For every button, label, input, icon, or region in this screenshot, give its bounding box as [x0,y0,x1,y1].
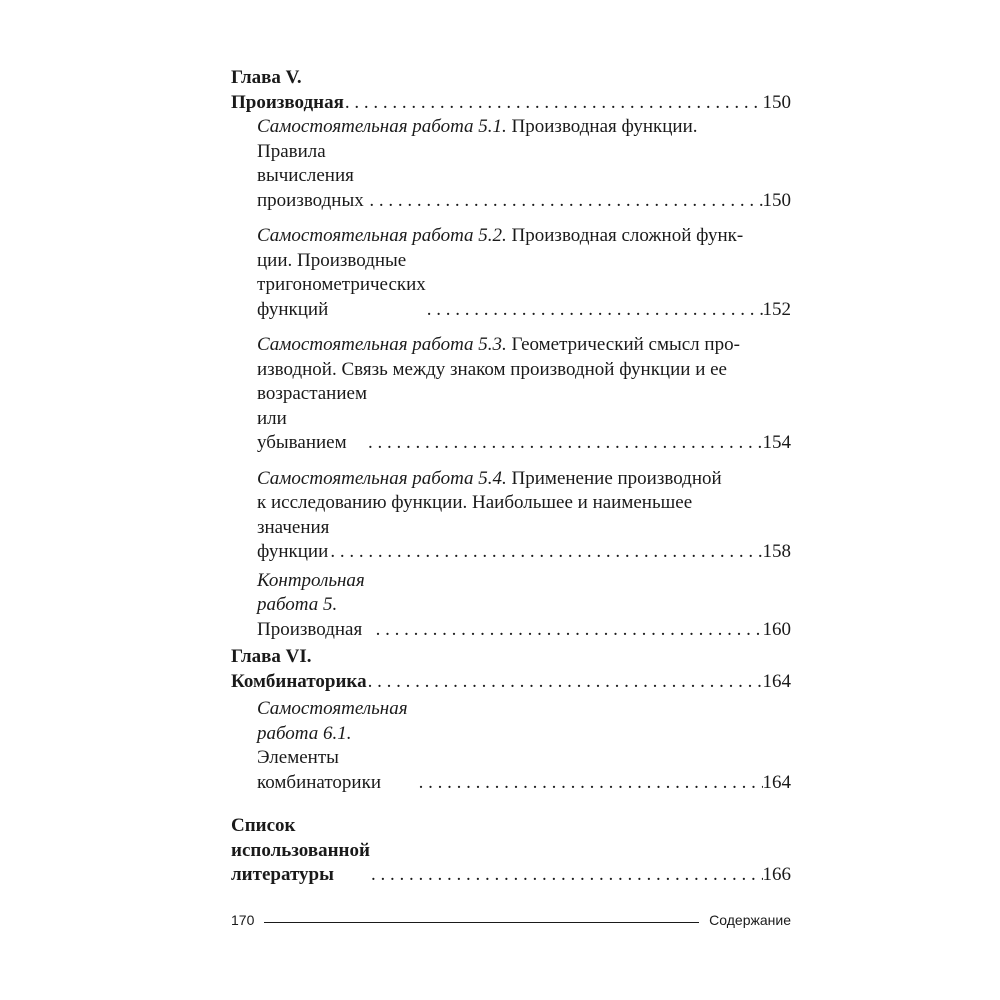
item-title: ции. Производные тригонометрических функций [257,249,426,320]
toc-item-line [231,140,791,214]
toc-item-line [231,358,791,383]
toc-item [231,333,791,358]
work-label: Самостоятельная работа 6.1. [257,698,408,744]
item-title: Применение производной [506,467,722,489]
item-title: Производная сложной функ- [506,225,744,246]
toc-item [231,224,791,249]
toc-item-line [231,491,791,516]
leader-dots [370,863,763,888]
leader-dots [344,91,763,116]
item-title: изводной. Связь между знаком производной функции и ее [257,358,727,380]
footer-page-number: 170 [231,912,255,928]
toc-chapter-6 [231,645,791,694]
page-number: 164 [762,771,791,793]
item-title: Производная [257,618,363,640]
page-number: 164 [762,670,791,692]
leader-dots [367,670,763,695]
page-number: 150 [762,91,791,113]
toc-item-line [231,382,791,456]
work-label: Самостоятельная работа 5.4. [257,467,507,489]
work-label: Самостоятельная работа 5.2. [257,225,507,246]
leader-dots [426,298,763,323]
item-title: Правила вычисления производных [257,140,364,211]
footer-section: Содержание [709,912,791,928]
item-title: возрастанием или убыванием [257,383,367,453]
toc-chapter-5 [231,66,791,115]
references-title: Список использованной литературы [231,815,370,885]
chapter-title: Глава VI. Комбинаторика [231,646,367,692]
leader-dots [329,540,762,565]
toc-item-line [231,249,791,323]
page-number: 158 [762,541,791,562]
work-label: Самостоятельная работа 5.3. [257,334,507,355]
toc-item [231,115,791,140]
leader-dots [375,618,763,643]
leader-dots [418,771,763,796]
page-number: 160 [762,618,791,640]
page-number: 152 [762,298,791,320]
item-title: Геометрический смысл про- [506,334,740,355]
table-of-contents [231,66,791,888]
work-label: Контрольная работа 5. [257,569,365,615]
work-label: Самостоятельная работа 5.1. [257,116,507,137]
leader-dots [368,189,762,214]
item-title: Элементы комбинаторики [257,747,381,793]
page-footer [231,912,791,928]
leader-dots [367,431,763,456]
toc-references [231,814,791,888]
footer-rule [264,922,699,923]
item-title: к исследованию функции. Наибольшее и наименьшее [257,492,693,513]
page-number: 166 [762,864,791,885]
toc-item-line [231,516,791,565]
toc-item [231,569,791,643]
item-title: значения функции [257,516,330,562]
chapter-title: Глава V. Производная [231,67,344,113]
toc-item [231,467,791,492]
page-number: 150 [762,189,791,211]
page-number: 154 [762,432,791,453]
toc-item [231,697,791,795]
item-title: Производная функции. [506,116,698,137]
